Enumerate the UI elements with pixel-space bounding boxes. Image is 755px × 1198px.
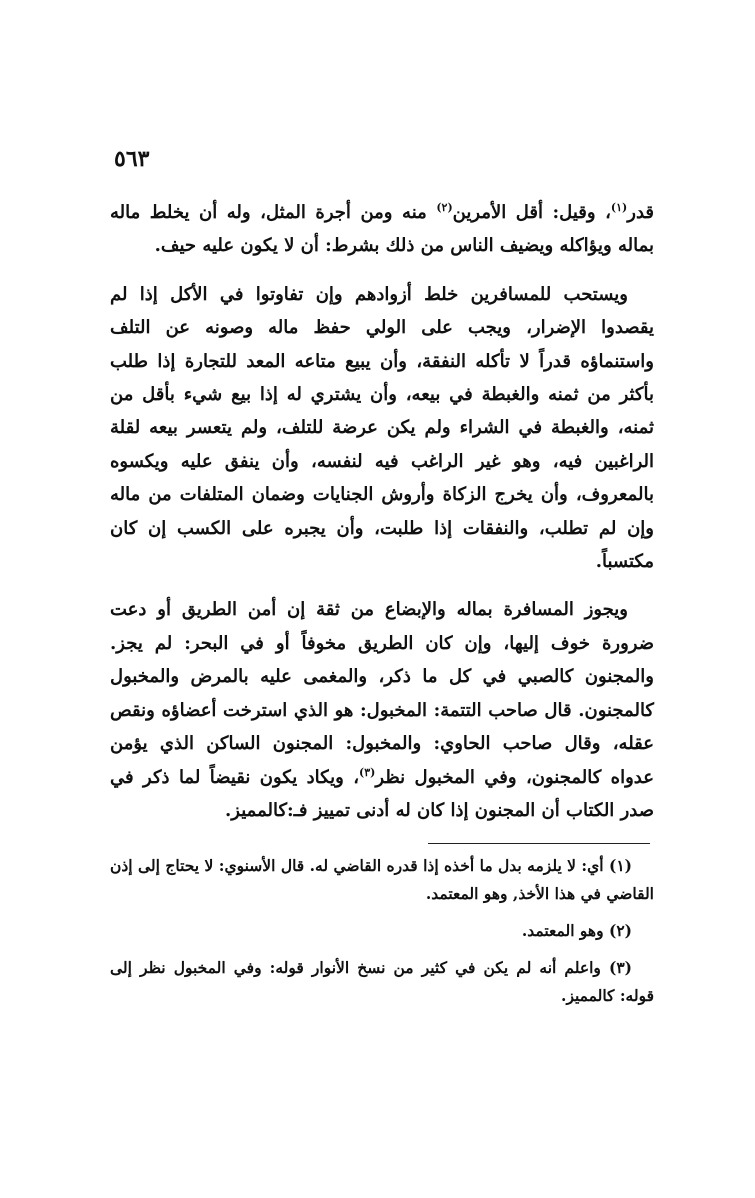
main-text: [110, 196, 654, 842]
paragraph-text: ، وقيل: أقل الأمرين: [452, 202, 611, 223]
page-number: ٥٦٣: [114, 146, 150, 172]
footnote-ref: (١): [610, 201, 628, 214]
paragraph-text: ويجوز المسافرة بماله والإبضاع من ثقة إن أمن الطريق أو دعت ضرورة خوف إليها، وإن كان الطريق مخوفاً أو في البحر: لم يجز. والمجنون كالصبي في كل ما ذكر، والمغمى عليه بالمرض والمخبول كالمجنون. قال صاحب التتمة: المخبول: هو الذي استرخت أعضاؤه ونقص عقله، وقال صاحب الحاوي: والمخبول: المجنون الساكن الذي يؤمن عدواه كالمجنون، وفي المخبول نظر: [110, 599, 654, 788]
paragraph-text: ويستحب للمسافرين خلط أزوادهم وإن تفاوتوا في الأكل إذا لم يقصدوا الإضرار، ويجب على الولي حفظ ماله وصونه عن التلف واستنماؤه قدراً لا تأكله النفقة، وأن يبيع متاعه المعد للتجارة إذا طلب بأكثر من ثمنه والغبطة في بيعه، وأن يشتري له إذا بيع شيء بأقل من ثمنه، والغبطة في الشراء ولم يكن عرضة للتلف، ولم يتعسر بيعه لقلة الراغبين فيه، وهو غير الراغب فيه لنفسه، وأن ينفق عليه ويكسوه بالمعروف، وأن يخرج الزكاة وأروش الجنايات وضمان المتلفات من ماله وإن لم تطلب، والنفقات إذا طلبت، وأن يجبره على الكسب إن كان مكتسباً.: [110, 283, 654, 573]
footnote: (١) أي: لا يلزمه بدل ما أخذه إذا قدره القاضي له. قال الأسنوي: لا يحتاج إلى إذن القاضي في هذا الأخذ, وهو المعتمد.: [110, 856, 654, 903]
paragraph: [110, 278, 654, 579]
footnote: (٢) وهو المعتمد.: [521, 921, 632, 940]
paragraph: [110, 593, 654, 827]
footnote: (٣) واعلم أنه لم يكن في كثير من نسخ الأنوار قوله: وفي المخبول نظر إلى قوله: كالمميز.: [110, 958, 654, 1005]
paragraph-text: منه ومن أجرة المثل، وله أن يخلط ماله بماله ويؤاكله ويضيف الناس من ذلك بشرط: أن لا يكون عليه حيف.: [110, 202, 654, 257]
paragraph-text: ، ويكاد يكون نقيضاً لما ذكر في صدر الكتاب أن المجنون إذا كان له أدنى تمييز فـ:كالمميز.: [110, 766, 654, 821]
footnotes: [110, 852, 654, 1019]
footnote-ref: (٣): [359, 765, 376, 779]
paragraph: [110, 196, 654, 263]
paragraph-text: قدر: [627, 202, 654, 223]
footnote-ref: (٢): [436, 201, 453, 214]
footnote-divider: [428, 843, 650, 844]
